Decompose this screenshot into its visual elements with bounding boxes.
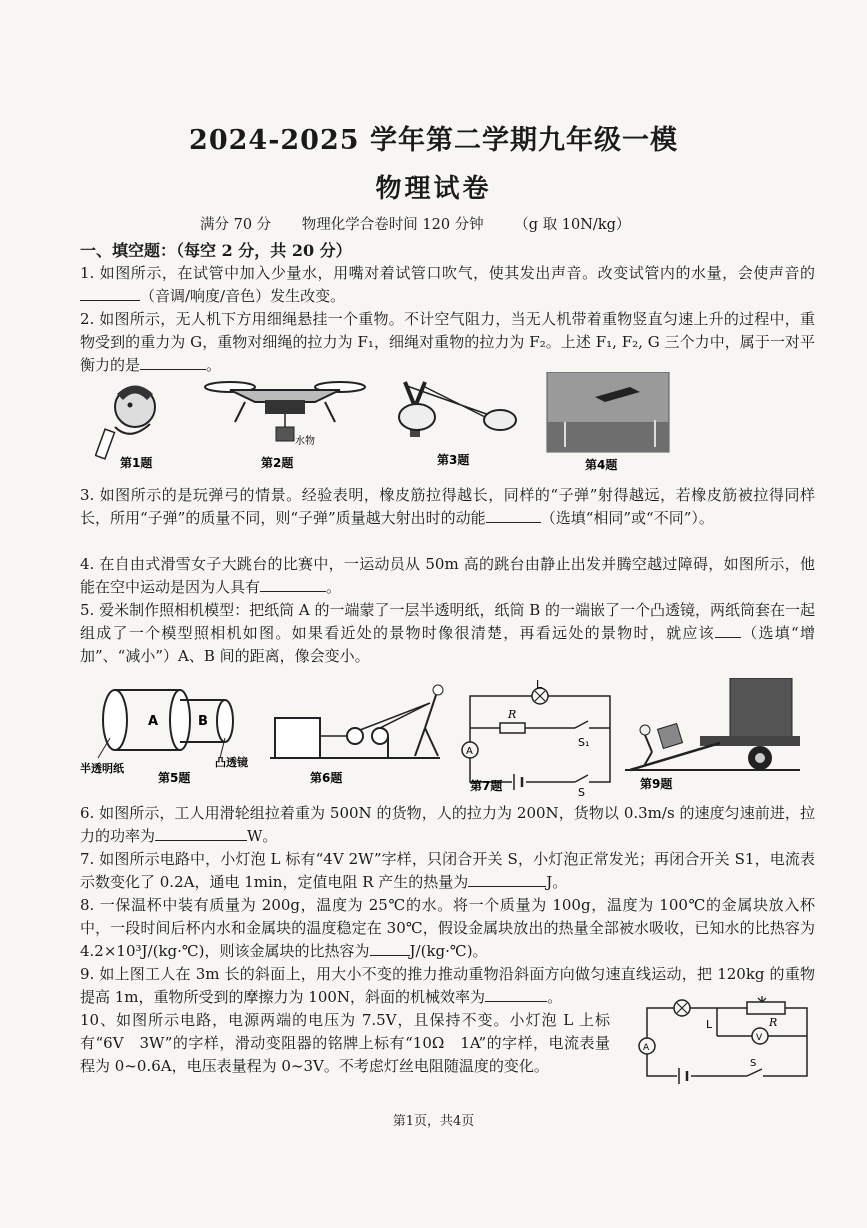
fig7-label-s: S	[578, 786, 585, 798]
q6-text-b: W。	[247, 827, 278, 845]
question-5	[80, 599, 815, 668]
q4-answer-blank[interactable]	[260, 576, 326, 592]
fig1-illustration	[96, 386, 155, 459]
fig1-caption: 第1题	[120, 456, 153, 470]
q7-text-a: 7. 如图所示电路中，小灯泡 L 标有“4V 2W”字样，只闭合开关 S，小灯泡正常发光；再闭合开关 S1，电流表示数变化了 0.2A，通电 1min，定值电阻 R 产生的热量为	[80, 850, 815, 891]
q6-text-a: 6. 如图所示，工人用滑轮组拉着重为 500N 的货物，人的拉力为 200N，货物以 0.3m/s 的速度匀速前进，拉力的功率为	[80, 804, 815, 845]
full-score: 满分 70 分	[200, 217, 272, 233]
q5-text-b: （选填“增加”、“减小”）A、B 间的距离，像会变小。	[80, 624, 815, 665]
fig5-label-paper: 半透明纸	[80, 762, 124, 775]
q1-answer-blank[interactable]	[80, 285, 140, 301]
fig2-weight-label: 水物	[295, 436, 315, 447]
q3-text-a: 3. 如图所示的是玩弹弓的情景。经验表明，橡皮筋拉得越长，同样的“子弹”射得越远，若橡皮筋被拉得同样长，所用“子弹”的质量不同，则“子弹”质量越大射出时的动能	[80, 486, 815, 527]
question-8	[80, 894, 815, 963]
fig7-label-r: R	[508, 708, 517, 721]
fig5-camera-model	[98, 690, 233, 758]
q8-text-b: J/(kg·℃)。	[409, 942, 488, 960]
fig5-label-lens: 凸透镜	[215, 756, 248, 769]
exam-subject: 物理试卷	[375, 174, 492, 204]
g-value: （g 取 10N/kg）	[514, 217, 631, 233]
section-title: 一、填空题：（每空 2 分，共 20 分）	[80, 241, 352, 260]
q6-answer-blank[interactable]	[155, 825, 247, 841]
fig4-caption: 第4题	[585, 458, 618, 472]
question-6	[80, 802, 815, 848]
q4-text-a: 4. 在自由式滑雪女子大跳台的比赛中，一运动员从 50m 高的跳台由静止出发并腾空越过障碍，如图所示，他能在空中运动是因为人具有	[80, 555, 815, 596]
fig10-label-v: V	[756, 1033, 763, 1043]
q9-answer-blank[interactable]	[485, 986, 547, 1002]
fig6-caption: 第6题	[310, 771, 343, 785]
fig9-caption: 第9题	[640, 777, 673, 791]
q5-text-a: 5. 爱米制作照相机模型：把纸筒 A 的一端蒙了一层半透明纸，纸筒 B 的一端嵌了一个凸透镜，两纸筒套在一起组成了一个模型照相机如图。如果看近处的景物时像很清楚，再看远处的景物时，就应该	[80, 601, 816, 642]
question-7	[80, 848, 815, 894]
fig5-caption: 第5题	[158, 771, 191, 785]
question-1	[80, 262, 815, 308]
question-4	[80, 553, 815, 599]
q1-text-b: （音调/响度/音色）发生改变。	[140, 287, 346, 305]
fig4-photo	[547, 372, 669, 452]
figures-row-1	[95, 372, 815, 482]
q10-text: 10、如图所示电路，电源两端的电压为 7.5V，且保持不变。小灯泡 L 上标有“6V 3W”的字样，滑动变阻器的铭牌上标有“10Ω 1A”的字样，电流表量程为 0~0.6A，电压表量程为 0~3V。不考虑灯丝电阻随温度的变化。	[80, 1011, 610, 1075]
fig10-label-s: S	[750, 1058, 757, 1069]
q5-answer-blank[interactable]	[715, 622, 741, 638]
fig7-label-a: A	[466, 746, 473, 757]
q3-text-b: （选填“相同”或“不同”）。	[540, 509, 714, 527]
q8-text-a: 8. 一保温杯中装有质量为 200g，温度为 25℃的水。将一个质量为 100g，温度为 100℃的金属块放入杯中，一段时间后杯内水和金属块的温度稳定在 30℃，假设金属块放出的热量全部被水吸收，已知水的比热容为 4.2×10³J/(kg·℃)，则该金属块的比热容为	[80, 896, 815, 960]
fig7-label-l: L	[536, 678, 543, 691]
fig2-drone	[205, 382, 365, 441]
question-2	[80, 308, 815, 377]
q8-answer-blank[interactable]	[370, 940, 410, 956]
q7-answer-blank[interactable]	[468, 871, 546, 887]
fig3-slingshot	[399, 382, 516, 437]
q3-answer-blank[interactable]	[486, 507, 541, 523]
exam-time: 物理化学合卷时间 120 分钟	[301, 217, 484, 233]
fig10-label-a: A	[643, 1043, 650, 1053]
fig9-incline	[625, 678, 800, 770]
fig7-label-s1: S₁	[578, 736, 590, 749]
q9-text-a: 9. 如上图工人在 3m 长的斜面上，用大小不变的推力推动重物沿斜面方向做匀速直线运动，把 120kg 的重物提高 1m，重物所受到的摩擦力为 100N，斜面的机械效率为	[80, 965, 815, 1006]
fig6-pulley-system	[270, 685, 443, 758]
question-3	[80, 484, 815, 530]
fig7-caption: 第7题	[470, 779, 503, 793]
question-10	[80, 1009, 610, 1078]
page-footer: 第1页，共4页	[392, 1114, 475, 1129]
q2-text-a: 2. 如图所示，无人机下方用细绳悬挂一个重物。不计空气阻力，当无人机带着重物竖直匀速上升的过程中，重物受到的重力为 G，重物对细绳的拉力为 F₁，细绳对重物的拉力为 F₂。上述 F₁, F₂, G 三个力中，属于一对平衡力的是	[80, 310, 815, 374]
fig3-caption: 第3题	[437, 453, 470, 467]
fig10-label-l: L	[706, 1018, 713, 1031]
fig10-circuit	[632, 996, 812, 1086]
q1-text-a: 1. 如图所示，在试管中加入少量水，用嘴对着试管口吹气，使其发出声音。改变试管内的水量，会使声音的	[80, 264, 815, 282]
q2-answer-blank[interactable]	[140, 354, 206, 370]
fig10-label-r: R	[769, 1016, 778, 1029]
q9-text-b: 。	[547, 988, 563, 1006]
q4-text-b: 。	[326, 578, 342, 596]
q7-text-b: J。	[546, 873, 568, 891]
fig5-label-b: B	[198, 714, 208, 729]
fig5-label-a: A	[148, 714, 159, 729]
figures-row-2	[80, 678, 815, 798]
exam-title: 2024-2025 学年第二学期九年级一模	[189, 125, 678, 156]
fig2-caption: 第2题	[261, 456, 294, 470]
q2-text-b: 。	[206, 356, 222, 374]
exam-meta	[200, 213, 656, 234]
